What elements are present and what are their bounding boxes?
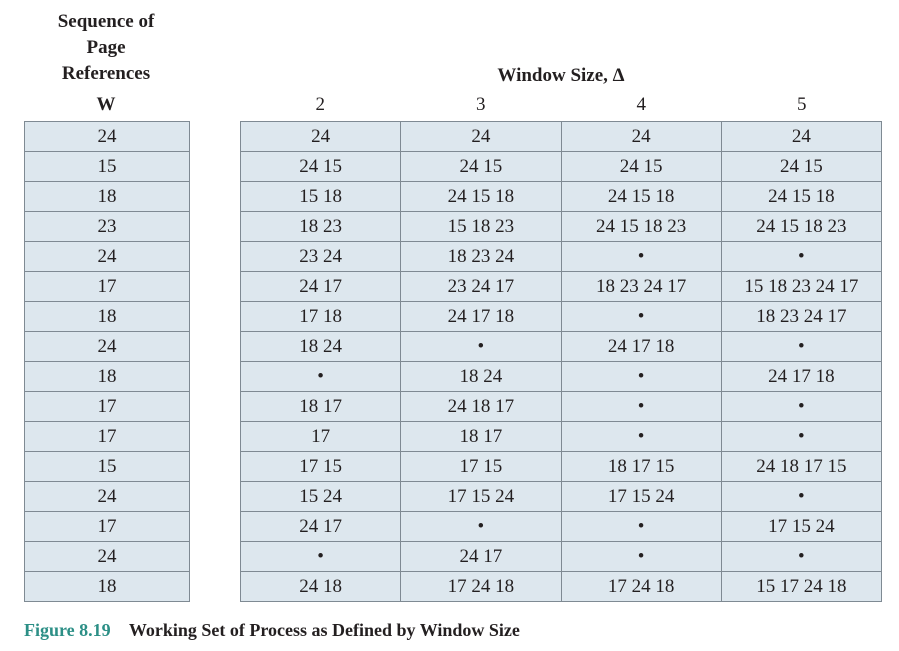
working-set-cell-window-2: 17	[241, 422, 401, 452]
working-set-cell-window-3: •	[401, 512, 561, 542]
page-reference-cell: 17	[25, 512, 190, 542]
working-set-cell-window-2: 18 17	[241, 392, 401, 422]
page-reference-cell: 24	[25, 542, 190, 572]
working-set-cell-window-2: 24 18	[241, 572, 401, 602]
page-reference-cell: 24	[25, 482, 190, 512]
table-row	[241, 332, 882, 362]
figure-title: Working Set of Process as Defined by Window Size	[128, 620, 520, 640]
page-reference-cell: 17	[25, 392, 190, 422]
table-row	[241, 152, 882, 182]
sequence-header-line-3: References	[61, 63, 151, 84]
working-set-cell-window-4: •	[561, 242, 721, 272]
table-row	[25, 512, 190, 542]
working-set-cell-window-3: 23 24 17	[401, 272, 561, 302]
page-reference-cell: 24	[25, 242, 190, 272]
table-row	[25, 212, 190, 242]
page-reference-cell: 24	[25, 122, 190, 152]
working-set-cell-window-5: 15 18 23 24 17	[721, 272, 881, 302]
table-row	[25, 182, 190, 212]
w-column-header: W	[96, 94, 116, 115]
table-row	[25, 572, 190, 602]
working-set-cell-window-5: 18 23 24 17	[721, 302, 881, 332]
page-reference-cell: 23	[25, 212, 190, 242]
table-row	[25, 122, 190, 152]
working-set-cell-window-4: 24	[561, 122, 721, 152]
working-set-cell-window-2: •	[241, 542, 401, 572]
table-row	[241, 242, 882, 272]
working-set-cell-window-4: •	[561, 302, 721, 332]
working-set-cell-window-3: 17 15	[401, 452, 561, 482]
window-size-header: Window Size, Δ	[497, 65, 625, 86]
page-reference-cell: 15	[25, 152, 190, 182]
page-reference-cell: 18	[25, 572, 190, 602]
working-set-cell-window-4: •	[561, 422, 721, 452]
working-set-cell-window-2: 24 15	[241, 152, 401, 182]
page-reference-cell: 18	[25, 362, 190, 392]
working-set-cell-window-5: 24 15	[721, 152, 881, 182]
page-reference-cell: 18	[25, 302, 190, 332]
figure-caption	[24, 618, 520, 642]
page-reference-cell: 18	[25, 182, 190, 212]
working-set-cell-window-3: 17 15 24	[401, 482, 561, 512]
table-row	[25, 332, 190, 362]
working-set-cell-window-4: 24 15 18 23	[561, 212, 721, 242]
table-row	[25, 362, 190, 392]
working-set-cell-window-4: 24 17 18	[561, 332, 721, 362]
working-set-cell-window-4: 18 23 24 17	[561, 272, 721, 302]
working-set-cell-window-2: 23 24	[241, 242, 401, 272]
table-row	[241, 452, 882, 482]
table-row	[25, 392, 190, 422]
table-row	[241, 272, 882, 302]
working-set-cell-window-3: 18 17	[401, 422, 561, 452]
working-set-cell-window-3: 24 17 18	[401, 302, 561, 332]
working-set-cell-window-5: 15 17 24 18	[721, 572, 881, 602]
working-set-cell-window-5: •	[721, 422, 881, 452]
working-set-table	[240, 121, 882, 602]
working-set-cell-window-4: 24 15 18	[561, 182, 721, 212]
table-row	[241, 422, 882, 452]
working-set-cell-window-2: 15 18	[241, 182, 401, 212]
table-row	[25, 152, 190, 182]
table-row	[25, 422, 190, 452]
figure-number: Figure 8.19	[24, 620, 111, 640]
working-set-cell-window-4: •	[561, 392, 721, 422]
table-row	[241, 212, 882, 242]
working-set-cell-window-4: 17 15 24	[561, 482, 721, 512]
working-set-cell-window-2: 24 17	[241, 512, 401, 542]
table-row	[241, 122, 882, 152]
working-set-cell-window-5: 24 18 17 15	[721, 452, 881, 482]
table-row	[241, 362, 882, 392]
window-size-3-header: 3	[476, 94, 486, 115]
working-set-cell-window-4: 18 17 15	[561, 452, 721, 482]
working-set-cell-window-5: 17 15 24	[721, 512, 881, 542]
table-row	[25, 272, 190, 302]
page-reference-cell: 17	[25, 422, 190, 452]
window-size-4-header: 4	[636, 94, 646, 115]
table-row	[241, 392, 882, 422]
working-set-cell-window-2: 24 17	[241, 272, 401, 302]
working-set-cell-window-3: •	[401, 332, 561, 362]
table-row	[241, 482, 882, 512]
table-row	[25, 482, 190, 512]
working-set-cell-window-3: 18 24	[401, 362, 561, 392]
working-set-cell-window-3: 15 18 23	[401, 212, 561, 242]
working-set-cell-window-2: 17 18	[241, 302, 401, 332]
working-set-cell-window-4: •	[561, 362, 721, 392]
window-size-column-headers	[240, 92, 882, 118]
sequence-header-line-2: Page	[86, 37, 126, 58]
working-set-cell-window-3: 18 23 24	[401, 242, 561, 272]
table-row	[25, 542, 190, 572]
working-set-cell-window-3: 24 15	[401, 152, 561, 182]
working-set-cell-window-3: 24	[401, 122, 561, 152]
table-row	[25, 452, 190, 482]
table-row	[241, 572, 882, 602]
working-set-cell-window-4: •	[561, 542, 721, 572]
table-row	[25, 302, 190, 332]
window-size-2-header: 2	[315, 94, 325, 115]
working-set-cell-window-3: 24 17	[401, 542, 561, 572]
working-set-cell-window-5: •	[721, 392, 881, 422]
working-set-cell-window-4: •	[561, 512, 721, 542]
table-row	[241, 302, 882, 332]
page-reference-cell: 15	[25, 452, 190, 482]
working-set-cell-window-3: 24 15 18	[401, 182, 561, 212]
working-set-cell-window-5: 24 15 18	[721, 182, 881, 212]
working-set-cell-window-2: 15 24	[241, 482, 401, 512]
working-set-cell-window-5: 24 15 18 23	[721, 212, 881, 242]
working-set-cell-window-2: 24	[241, 122, 401, 152]
working-set-cell-window-5: •	[721, 542, 881, 572]
working-set-cell-window-2: 18 23	[241, 212, 401, 242]
window-size-5-header: 5	[797, 94, 807, 115]
page-reference-cell: 17	[25, 272, 190, 302]
working-set-cell-window-5: •	[721, 242, 881, 272]
working-set-cell-window-5: 24 17 18	[721, 362, 881, 392]
sequence-header-line-1: Sequence of	[57, 11, 155, 32]
table-row	[241, 512, 882, 542]
working-set-cell-window-5: •	[721, 332, 881, 362]
working-set-cell-window-4: 24 15	[561, 152, 721, 182]
table-row	[25, 242, 190, 272]
working-set-cell-window-2: 17 15	[241, 452, 401, 482]
working-set-cell-window-4: 17 24 18	[561, 572, 721, 602]
page-reference-cell: 24	[25, 332, 190, 362]
working-set-cell-window-2: 18 24	[241, 332, 401, 362]
page-reference-table	[24, 121, 190, 602]
working-set-cell-window-2: •	[241, 362, 401, 392]
table-row	[241, 182, 882, 212]
working-set-cell-window-3: 17 24 18	[401, 572, 561, 602]
sequence-header	[24, 9, 188, 87]
table-row	[241, 542, 882, 572]
working-set-cell-window-5: 24	[721, 122, 881, 152]
working-set-cell-window-5: •	[721, 482, 881, 512]
working-set-cell-window-3: 24 18 17	[401, 392, 561, 422]
